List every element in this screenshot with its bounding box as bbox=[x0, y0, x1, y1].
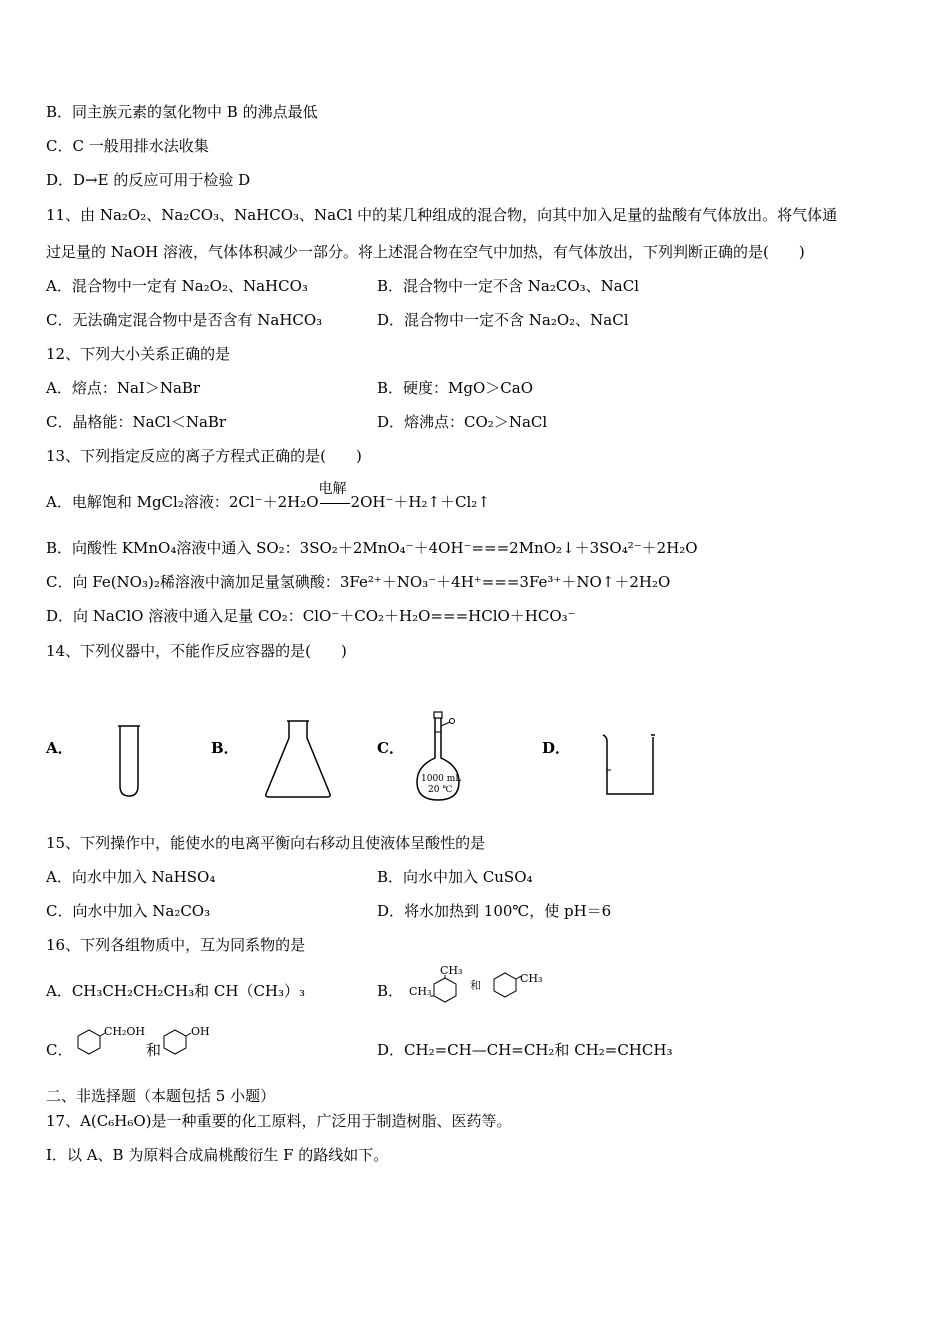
beaker-icon bbox=[600, 732, 658, 798]
q13-option-d: D．向 NaClO 溶液中通入足量 CO₂：ClO⁻＋CO₂＋H₂O===HClO＋HCO₃⁻ bbox=[46, 607, 576, 625]
flask-volume-label: 1000 mL bbox=[421, 774, 462, 784]
q16-option-b-label: B． bbox=[377, 982, 404, 1000]
q14-stem: 14、下列仪器中，不能作反应容器的是( ) bbox=[46, 642, 347, 660]
q11-stem-line1: 11、由 Na₂O₂、Na₂CO₃、NaHCO₃、NaCl 中的某几种组成的混合物，向其中加入足量的盐酸有气体放出。将气体通 bbox=[46, 206, 838, 224]
test-tube-icon bbox=[116, 724, 142, 798]
q15-option-c: C．向水中加入 Na₂CO₃ bbox=[46, 902, 211, 920]
q16-c-and: 和 bbox=[146, 1041, 162, 1059]
q11-option-c: C．无法确定混合物中是否含有 NaHCO₃ bbox=[46, 311, 323, 329]
q13-a-products: 2OH⁻＋H₂↑＋Cl₂↑ bbox=[350, 493, 490, 511]
q17-part-i: Ⅰ．以 A、B 为原料合成扁桃酸衍生 F 的路线如下。 bbox=[46, 1146, 389, 1164]
q16-option-a: A．CH₃CH₂CH₂CH₃和 CH（CH₃）₃ bbox=[46, 982, 306, 1000]
phenol-structure bbox=[162, 1027, 192, 1055]
q13-a-condition: 电解 bbox=[318, 481, 347, 497]
q15-stem: 15、下列操作中，能使水的电离平衡向右移动且使液体呈酸性的是 bbox=[46, 834, 486, 852]
q12-option-b: B．硬度：MgO＞CaO bbox=[377, 379, 533, 397]
flask-temperature-label: 20 ℃ bbox=[428, 785, 453, 795]
q10-option-c: C．C 一般用排水法收集 bbox=[46, 137, 209, 155]
conical-flask-icon bbox=[262, 718, 334, 800]
q11-stem-line2: 过足量的 NaOH 溶液，气体体积减少一部分。将上述混合物在空气中加热，有气体放出，下列判断正确的是( ) bbox=[46, 243, 805, 261]
q15-option-d: D．将水加热到 100℃，使 pH＝6 bbox=[377, 902, 612, 920]
q16-c-ch2oh: CH₂OH bbox=[104, 1025, 146, 1038]
q16-b-and: 和 bbox=[470, 979, 481, 992]
q14-label-c: C． bbox=[377, 739, 404, 757]
toluene-structure bbox=[492, 970, 522, 998]
q15-option-a: A．向水中加入 NaHSO₄ bbox=[46, 868, 216, 886]
q13-option-b: B．向酸性 KMnO₄溶液中通入 SO₂：3SO₂＋2MnO₄⁻＋4OH⁻===2MnO₂↓＋3SO₄²⁻＋2H₂O bbox=[46, 539, 698, 557]
q11-option-d: D．混合物中一定不含 Na₂O₂、NaCl bbox=[377, 311, 629, 329]
q13-a-reactants: A．电解饱和 MgCl₂溶液：2Cl⁻＋2H₂O bbox=[46, 493, 319, 511]
q16-b-ch3-right: CH₃ bbox=[520, 972, 543, 985]
q10-option-d: D．D→E 的反应可用于检验 D bbox=[46, 171, 251, 189]
q13-option-a bbox=[46, 481, 490, 512]
q10-option-b: B．同主族元素的氢化物中 B 的沸点最低 bbox=[46, 103, 318, 121]
q16-option-d: D．CH₂=CH—CH=CH₂和 CH₂=CHCH₃ bbox=[377, 1041, 673, 1059]
q16-b-ch3-top: CH₃ bbox=[440, 964, 463, 977]
q11-option-b: B．混合物中一定不含 Na₂CO₃、NaCl bbox=[377, 277, 640, 295]
q16-c-oh: OH bbox=[191, 1025, 210, 1038]
benzyl-alcohol-structure bbox=[76, 1027, 106, 1055]
q14-label-a: A． bbox=[46, 739, 73, 757]
q15-option-b: B．向水中加入 CuSO₄ bbox=[377, 868, 533, 886]
q12-option-a: A．熔点：NaI＞NaBr bbox=[46, 379, 201, 397]
q13-stem: 13、下列指定反应的离子方程式正确的是( ) bbox=[46, 447, 362, 465]
q12-option-d: D．熔沸点：CO₂＞NaCl bbox=[377, 413, 548, 431]
part2-heading: 二、非选择题（本题包括 5 小题） bbox=[46, 1087, 276, 1105]
q14-label-d: D． bbox=[542, 739, 571, 757]
q16-b-ch3-left: CH₃ bbox=[409, 985, 432, 998]
q14-label-b: B． bbox=[211, 739, 239, 757]
q13-a-condition-arrow bbox=[318, 481, 351, 512]
q16-option-c-label: C． bbox=[46, 1041, 73, 1059]
q13-option-c: C．向 Fe(NO₃)₂稀溶液中滴加足量氢碘酸：3Fe²⁺＋NO₃⁻＋4H⁺===3Fe³⁺＋NO↑＋2H₂O bbox=[46, 573, 671, 591]
q17-stem: 17、A(C₆H₆O)是一种重要的化工原料，广泛用于制造树脂、医药等。 bbox=[46, 1112, 512, 1130]
q11-option-a: A．混合物中一定有 Na₂O₂、NaHCO₃ bbox=[46, 277, 308, 295]
q16-stem: 16、下列各组物质中，互为同系物的是 bbox=[46, 936, 306, 954]
q12-stem: 12、下列大小关系正确的是 bbox=[46, 345, 231, 363]
q12-option-c: C．晶格能：NaCl＜NaBr bbox=[46, 413, 227, 431]
xylene-structure bbox=[430, 975, 460, 1003]
